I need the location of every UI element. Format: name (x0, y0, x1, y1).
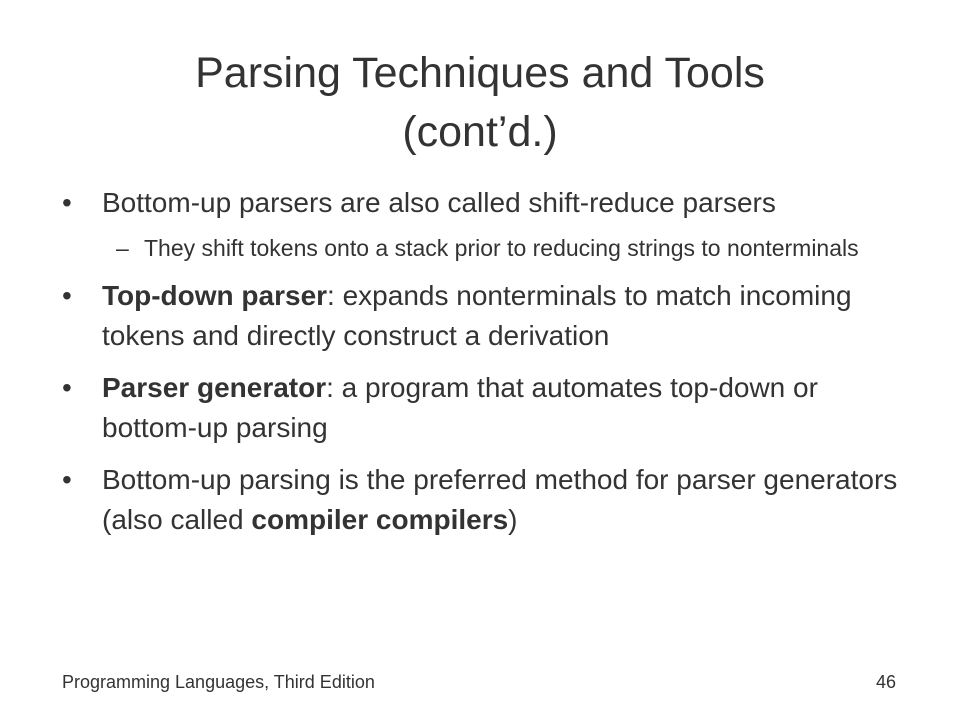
bullet-term: compiler compilers (251, 504, 509, 535)
slide-title (70, 44, 890, 162)
bullet-marker: • (62, 187, 72, 218)
sub-bullet-marker: – (116, 235, 129, 261)
bullet-list (62, 183, 902, 552)
slide-title-line-1: Parsing Techniques and Tools (195, 49, 765, 97)
bullet-text-after: ) (508, 504, 518, 535)
bullet-item-top-down (62, 276, 902, 356)
footer-book-title: Programming Languages, Third Edition (62, 672, 375, 692)
bullet-term: Top-down parser (102, 280, 328, 311)
footer-page-number: 46 (875, 672, 896, 692)
bullet-item-preferred-method (62, 460, 902, 540)
bullet-term: Parser generator (102, 372, 327, 403)
bullet-text: : a program that automates top-down or bottom-up parsing (102, 372, 818, 443)
slide-title-line-2: (cont’d.) (402, 108, 558, 156)
bullet-text: : expands nonterminals to match incoming tokens and directly construct a derivation (102, 280, 852, 351)
bullet-text-before: Bottom-up parsing is the preferred method for parser generators (also called (102, 464, 898, 535)
bullet-item-bottom-up (62, 183, 902, 264)
bullet-marker: • (62, 280, 72, 311)
sub-bullet-item-shift-tokens (102, 233, 902, 264)
bullet-marker: • (62, 372, 72, 403)
sub-bullet-text: They shift tokens onto a stack prior to reducing strings to nonterminals (144, 235, 859, 261)
bullet-text: Bottom-up parsers are also called shift-reduce parsers (102, 187, 776, 218)
bullet-item-parser-generator (62, 368, 902, 448)
bullet-marker: • (62, 464, 72, 495)
